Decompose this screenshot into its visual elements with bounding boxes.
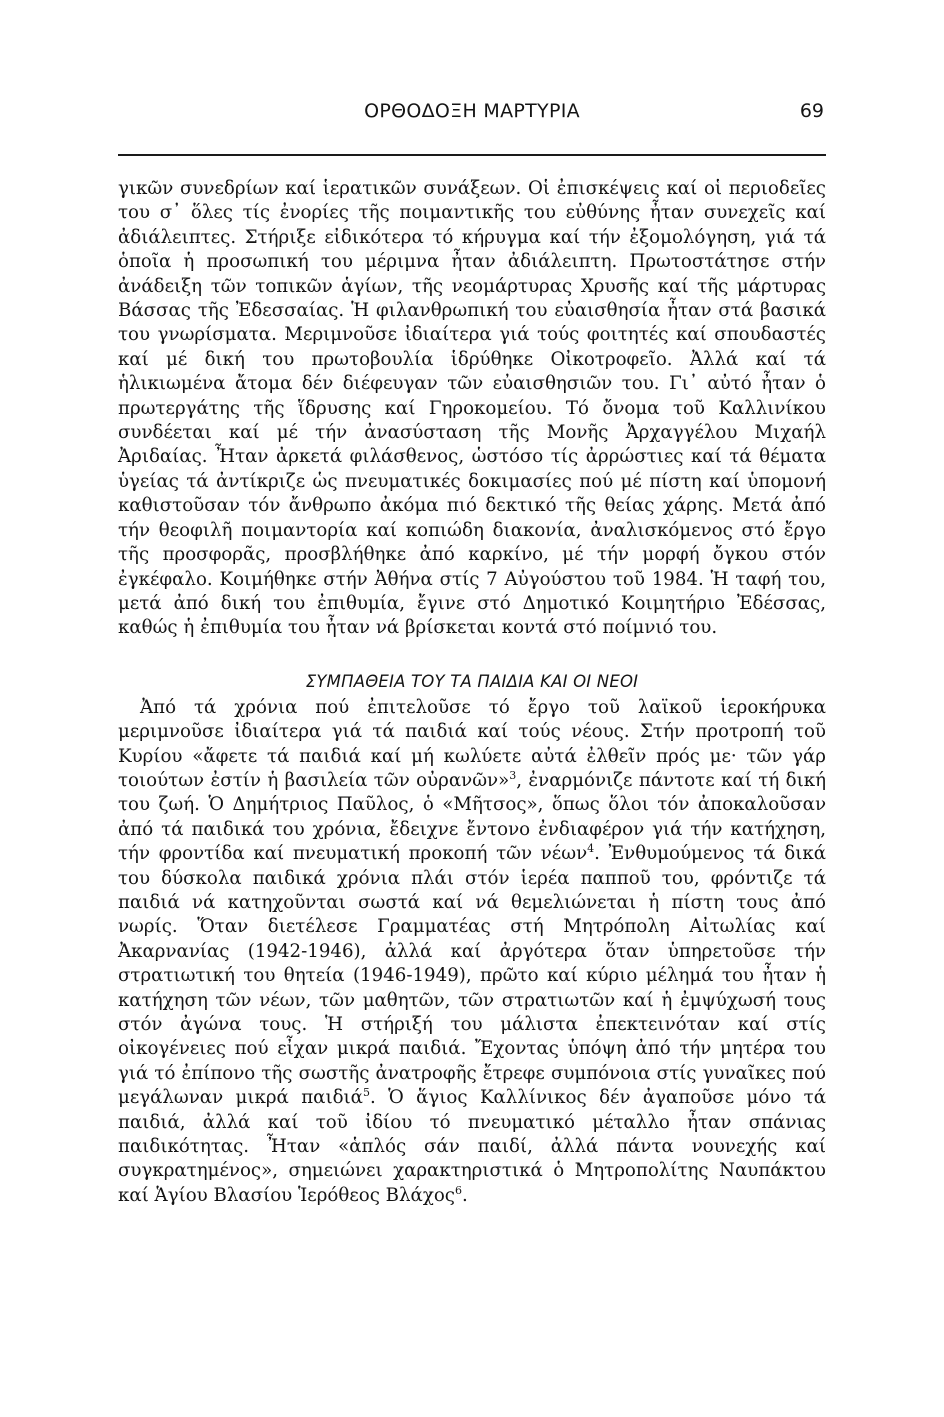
page-header [118,100,826,130]
header-rule [118,154,826,156]
footnote-marker[interactable]: 3 [509,768,517,782]
paragraph-continued: γικῶν συνεδρίων καί ἱερατικῶν συνάξεων. Οἱ ἐπισκέψεις καί οἱ περιοδεῖες του σ᾽ ὅλες τίς ἐνορίες τῆς ποιμαντικῆς του εὐθύνης ἦταν συνεχεῖς καί ἀδιάλειπτες. Στήριξε εἰδικότερα τό κήρυγμα καί τήν ἐξομολόγηση, γιά τά ὁποῖα ἡ προσωπική του μέριμνα ἦταν ἀδιάλειπτη. Πρωτοστάτησε στήν ἀνάδειξη τῶν τοπικῶν ἁγίων, τῆς νεομάρτυρας Χρυσῆς καί τῆς μάρτυρας Βάσσας τῆς Ἐδεσσαίας. Ἡ φιλανθρωπική του εὐαισθησία ἦταν στά βασικά του γνωρίσματα. Μεριμνοῦσε ἰδιαίτερα γιά τούς φοιτητές καί σπουδαστές καί μέ δική του πρωτοβουλία ἱδρύθηκε Οἰκοτροφεῖο. Ἀλλά καί τά ἡλικιωμένα ἄτομα δέν διέφευγαν τῶν εὐαισθησιῶν του. Γι᾽ αὐτό ἦταν ὁ πρωτεργάτης τῆς ἵδρυσης καί Γηροκομείου. Τό ὄνομα τοῦ Καλλινίκου συνδέεται καί μέ τήν ἀνασύσταση τῆς Μονῆς Ἀρχαγγέλου Μιχαήλ Ἀριδαίας. Ἦταν ἀρκετά φιλάσθενος, ὡστόσο τίς ἀρρώστιες καί τά θέματα ὑγείας τά ἀντίκριζε ὡς πνευματικές δοκιμασίες πού μέ πίστη καί ὑπομονή καθιστοῦσαν τόν ἄνθρωπο ἀκόμα πιό δεκτικό τῆς θείας χάρης. Μετά ἀπό τήν θεοφιλῆ ποιμαντορία καί κοπιώδη διακονία, ἀναλισκόμενος στό ἔργο τῆς προσφορᾶς, προσβλήθηκε ἀπό καρκίνο, μέ τήν μορφή ὄγκου στόν ἐγκέφαλο. Κοιμήθηκε στήν Ἀθήνα στίς 7 Αὐγούστου τοῦ 1984. Ἡ ταφή του, μετά ἀπό δική του ἐπιθυμία, ἔγινε στό Δημοτικό Κοιμητήριο Ἐδέσσας, καθώς ἡ ἐπιθυμία του ἦταν νά βρίσκεται κοντά στό ποίμνιό του. [118,178,826,639]
running-title: ΟΡΘΟΔΟΞΗ ΜΑΡΤΥΡΙΑ [364,100,580,122]
page-number: 69 [799,100,824,122]
body-text [118,177,826,1208]
paragraph-text: Ἀπό τά χρόνια πού ἐπιτελοῦσε τό ἔργο τοῦ λαϊκοῦ ἱεροκήρυκα μεριμνοῦσε ἰδιαίτερα γιά τά παιδιά καί τούς νέους. Στήν προτροπή τοῦ Κυρίου «ἄφετε τά παιδιά καί μή κωλύετε αὐτά ἐλθεῖν πρός με· τῶν γάρ τοιούτων ἐστίν ἡ βασιλεία τῶν οὐρανῶν» [118,696,826,791]
footnote-marker[interactable]: 6 [455,1183,462,1197]
paragraph-text: . [462,1184,468,1206]
section-heading: ΣΥΜΠΑΘΕΙΑ ΤΟΥ ΤΑ ΠΑΙΔΙΑ ΚΑΙ ΟΙ ΝΕΟΙ [305,671,639,691]
footnote-marker[interactable]: 4 [587,842,595,856]
paragraph-children-and-youth [118,696,826,1209]
footnote-marker[interactable]: 5 [362,1086,370,1100]
paragraph-text: . Ἐνθυμούμενος τά δικά του δύσκολα παιδικά χρόνια πλάι στόν ἱερέα παπποῦ του, φρόντιζε τά παιδιά νά κατηχοῦνται σωστά καί νά θεμελιώνεται ἡ πίστη τους ἀπό νωρίς. Ὅταν διετέλεσε Γραμματέας στή Μητρόπολη Αἰτωλίας καί Ἀκαρνανίας (1942-1946), ἀλλά καί ἀργότερα ὅταν ὑπηρετοῦσε τήν στρατιωτική του θητεία (1946-1949), πρῶτο καί κύριο μέλημά του ἦταν ἡ κατήχηση τῶν νέων, τῶν μαθητῶν, τῶν στρατιωτῶν καί ἡ ἐμψύχωσή τους στόν ἀγώνα τους. Ἡ στήριξή του μάλιστα ἐπεκτεινόταν καί στίς οἰκογένειες πού εἶχαν μικρά παιδιά. Ἔχοντας ὑπόψη ἀπό τήν μητέρα του γιά τό ἐπίπονο τῆς σωστῆς ἀνατροφῆς ἔτρεφε συμπόνοια στίς γυναῖκες πού μεγάλωναν μικρά παιδιά [118,843,826,1109]
paragraph-text: , ἐναρμόνιζε πάντοτε καί τή δική του ζωή. Ὁ Δημήτριος Παῦλος, ὁ «Μῆτσος», ὅπως ὅλοι τόν ἀποκαλοῦσαν ἀπό τά παιδικά του χρόνια, ἔδειχνε ἔντονο ἐνδιαφέρον γιά τήν κατήχηση, τήν φροντίδα καί πνευματική προκοπή τῶν νέων [118,769,826,865]
paragraph-text: . Ὁ ἅγιος Καλλίνικος δέν ἀγαποῦσε μόνο τά παιδιά, ἀλλά καί τοῦ ἰδίου τό πνευματικό μέταλλο ἦταν σπάνιας παιδικότητας. Ἦταν «ἁπλός σάν παιδί, ἀλλά πάντα νουνεχής καί συγκρατημένος», σημειώνει χαρακτηριστικά ὁ Μητροπολίτης Ναυπάκτου καί Ἁγίου Βλασίου Ἱερόθεος Βλάχος [118,1087,827,1206]
